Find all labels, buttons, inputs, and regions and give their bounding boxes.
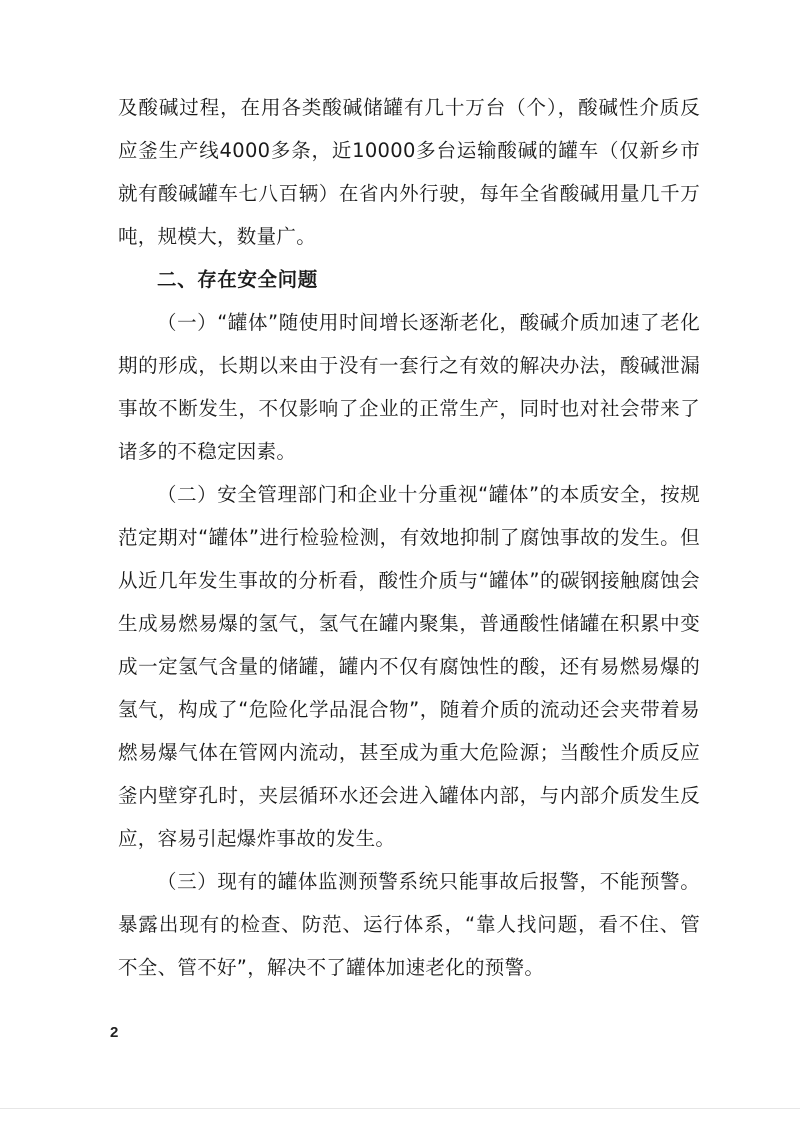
- paragraph-issue-2: （二）安全管理部门和企业十分重视“罐体”的本质安全，按规范定期对“罐体”进行检验检测，有效地抑制了腐蚀事故的发生。但从近几年发生事故的分析看，酸性介质与“罐体”的碳钢接触腐蚀会生成易燃易爆的氢气，氢气在罐内聚集，普通酸性储罐在积累中变成一定氢气含量的储罐，罐内不仅有腐蚀性的酸，还有易燃易爆的氢气，构成了“危险化学品混合物”，随着介质的流动还会夹带着易燃易爆气体在管网内流动，甚至成为重大危险源；当酸性介质反应釜内壁穿孔时，夹层循环水还会进入罐体内部，与内部介质发生反应，容易引起爆炸事故的发生。: [118, 483, 700, 850]
- paragraph-issue-1: （一）“罐体”随使用时间增长逐渐老化，酸碱介质加速了老化期的形成，长期以来由于没有一套行之有效的解决办法，酸碱泄漏事故不断发生，不仅影响了企业的正常生产，同时也对社会带来了诸多的不稳定因素。: [118, 311, 700, 463]
- section-heading: 二、存在安全问题: [157, 268, 318, 291]
- paragraph-issue-3: （三）现有的罐体监测预警系统只能事故后报警，不能预警。暴露出现有的检查、防范、运行体系，“靠人找问题，看不住、管不全、管不好”，解决不了罐体加速老化的预警。: [118, 870, 700, 979]
- page-number: 2: [110, 1024, 119, 1041]
- document-body: [118, 86, 700, 989]
- paragraph-intro-continued: 及酸碱过程，在用各类酸碱储罐有几十万台（个），酸碱性介质反应釜生产线4000多条，近10000多台运输酸碱的罐车（仅新乡市就有酸碱罐车七八百辆）在省内外行驶，每年全省酸碱用量几千万吨，规模大，数量广。: [118, 96, 700, 248]
